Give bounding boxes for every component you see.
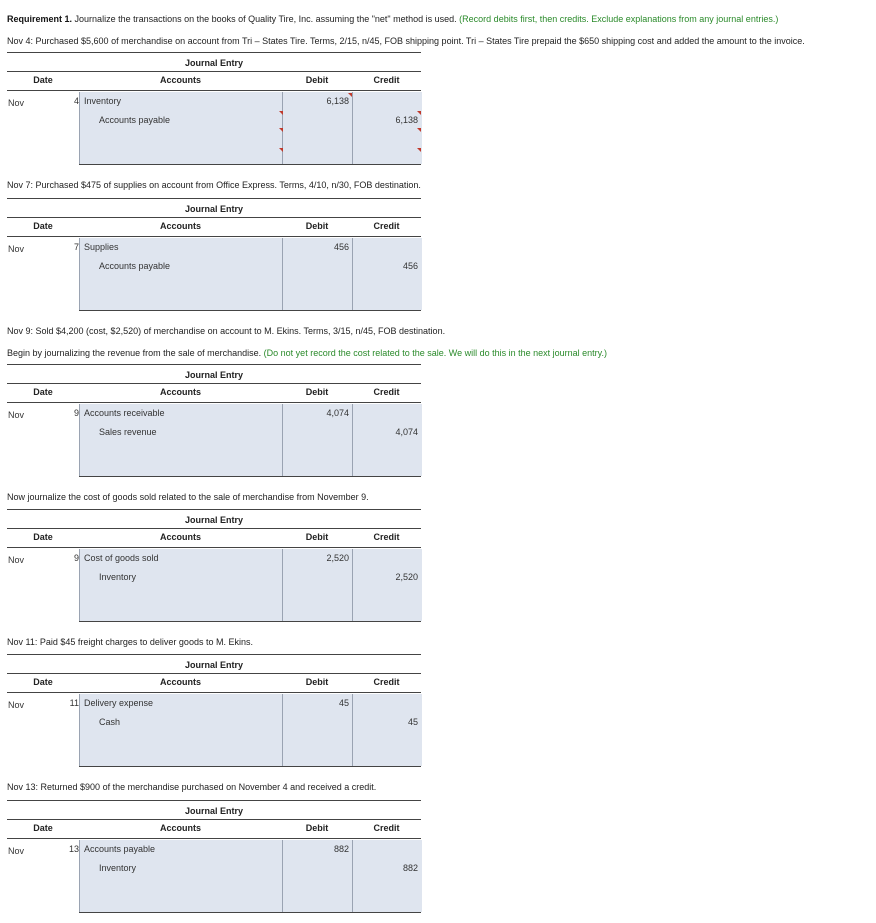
journal-entry-title: Journal Entry: [184, 58, 243, 68]
rule: [7, 509, 421, 510]
rule: [7, 547, 421, 548]
rule: [7, 838, 421, 839]
journal-entry-nov7: [7, 204, 421, 316]
header-debit: Debit: [305, 823, 329, 833]
rule: [7, 654, 421, 655]
journal-entry-title: Journal Entry: [184, 204, 243, 214]
error-flag-icon: [279, 148, 283, 152]
credit-amount[interactable]: 6,138: [395, 115, 418, 125]
header-credit: Credit: [373, 75, 400, 85]
entry-month: Nov: [8, 244, 25, 254]
header-date: Date: [33, 387, 53, 397]
credit-account[interactable]: Inventory: [99, 572, 137, 582]
error-flag-icon: [417, 111, 421, 115]
header-credit: Credit: [373, 823, 400, 833]
rule: [79, 310, 421, 311]
debit-amount[interactable]: 882: [333, 844, 349, 854]
prompt-nov11: Nov 11: Paid $45 freight charges to deliver goods to M. Ekins.: [7, 637, 253, 647]
prompt-nov9-begin-line: [7, 348, 607, 358]
journal-entry-nov11: [7, 660, 421, 772]
header-credit: Credit: [373, 532, 400, 542]
header-debit: Debit: [305, 677, 329, 687]
credit-cell[interactable]: [352, 840, 422, 912]
rule: [7, 71, 421, 72]
credit-amount[interactable]: 882: [402, 863, 418, 873]
credit-account[interactable]: Inventory: [99, 863, 137, 873]
journal-entry-title: Journal Entry: [184, 806, 243, 816]
entry-day[interactable]: 4: [73, 96, 79, 106]
prompt-nov4: Nov 4: Purchased $5,600 of merchandise on account from Tri – States Tire. Terms, 2/15, n/45, FOB shipping point. Tri – States Tire prepaid the $650 shipping cost and added the amount to the invoice.: [7, 36, 805, 46]
rule: [7, 528, 421, 529]
requirement-text: Journalize the transactions on the books of Quality Tire, Inc. assuming the "net" method is used.: [74, 14, 457, 24]
rule: [7, 692, 421, 693]
credit-account[interactable]: Sales revenue: [99, 427, 157, 437]
error-flag-icon: [348, 93, 352, 97]
header-accounts: Accounts: [159, 532, 201, 542]
entry-month: Nov: [8, 555, 25, 565]
error-flag-icon: [417, 128, 421, 132]
credit-cell[interactable]: [352, 694, 422, 766]
debit-amount[interactable]: 456: [333, 242, 349, 252]
prompt-nov9: Nov 9: Sold $4,200 (cost, $2,520) of merchandise on account to M. Ekins. Terms, 3/15, n/45, FOB destination.: [7, 326, 446, 336]
credit-amount[interactable]: 2,520: [395, 572, 418, 582]
rule: [7, 90, 421, 91]
header-debit: Debit: [305, 75, 329, 85]
debit-account[interactable]: Inventory: [84, 96, 122, 106]
header-debit: Debit: [305, 532, 329, 542]
entry-month: Nov: [8, 98, 25, 108]
requirement-instruction: (Record debits first, then credits. Exclude explanations from any journal entries.): [459, 14, 779, 24]
credit-amount[interactable]: 45: [407, 717, 418, 727]
journal-entry-title: Journal Entry: [184, 660, 243, 670]
rule: [7, 800, 421, 801]
error-flag-icon: [417, 148, 421, 152]
rule: [7, 236, 421, 237]
rule: [7, 52, 421, 53]
header-date: Date: [33, 677, 53, 687]
entry-day[interactable]: 9: [73, 553, 79, 563]
rule: [79, 766, 421, 767]
rule: [7, 383, 421, 384]
requirement-label: Requirement 1.: [7, 14, 73, 24]
requirement-line: [7, 14, 778, 24]
credit-amount[interactable]: 456: [402, 261, 418, 271]
error-flag-icon: [279, 111, 283, 115]
header-date: Date: [33, 221, 53, 231]
entry-month: Nov: [8, 846, 25, 856]
prompt-nov9-cogs: Now journalize the cost of goods sold related to the sale of merchandise from November 9.: [7, 492, 369, 502]
header-date: Date: [33, 532, 53, 542]
rule: [79, 621, 421, 622]
rule: [7, 198, 421, 199]
prompt-nov9-begin-note: (Do not yet record the cost related to the sale. We will do this in the next journal entry.): [263, 348, 608, 358]
header-credit: Credit: [373, 221, 400, 231]
rule: [79, 912, 421, 913]
header-accounts: Accounts: [159, 221, 201, 231]
rule: [79, 476, 421, 477]
rule: [79, 164, 421, 165]
header-debit: Debit: [305, 221, 329, 231]
header-accounts: Accounts: [159, 75, 201, 85]
debit-amount[interactable]: 2,520: [326, 553, 349, 563]
credit-amount[interactable]: 4,074: [395, 427, 418, 437]
header-credit: Credit: [373, 387, 400, 397]
header-accounts: Accounts: [159, 677, 201, 687]
debit-account[interactable]: Supplies: [84, 242, 119, 252]
credit-account[interactable]: Accounts payable: [99, 115, 171, 125]
debit-amount[interactable]: 6,138: [326, 96, 349, 106]
header-accounts: Accounts: [159, 823, 201, 833]
header-date: Date: [33, 823, 53, 833]
journal-entry-nov4: [7, 58, 421, 170]
rule: [7, 673, 421, 674]
header-accounts: Accounts: [159, 387, 201, 397]
credit-account[interactable]: Accounts payable: [99, 261, 171, 271]
journal-entry-title: Journal Entry: [184, 370, 243, 380]
entry-day[interactable]: 9: [73, 408, 79, 418]
debit-account[interactable]: Accounts receivable: [84, 408, 165, 418]
journal-entry-title: Journal Entry: [184, 515, 243, 525]
journal-entry-nov9-revenue: [7, 370, 421, 482]
debit-account[interactable]: Cost of goods sold: [84, 553, 159, 563]
error-flag-icon: [279, 128, 283, 132]
rule: [7, 402, 421, 403]
entry-day[interactable]: 13: [68, 844, 79, 854]
credit-cell[interactable]: [352, 238, 422, 310]
entry-month: Nov: [8, 700, 25, 710]
entry-day[interactable]: 11: [69, 698, 79, 708]
rule: [7, 364, 421, 365]
prompt-nov9-begin: Begin by journalizing the revenue from the sale of merchandise.: [7, 348, 262, 358]
debit-amount[interactable]: 45: [338, 698, 349, 708]
entry-day[interactable]: 7: [73, 242, 79, 252]
rule: [7, 217, 421, 218]
journal-entry-nov13: [7, 806, 421, 918]
credit-cell[interactable]: [352, 549, 422, 621]
credit-account[interactable]: Cash: [99, 717, 121, 727]
debit-account[interactable]: Accounts payable: [84, 844, 156, 854]
prompt-nov13: Nov 13: Returned $900 of the merchandise purchased on November 4 and received a credit.: [7, 782, 377, 792]
debit-account[interactable]: Delivery expense: [84, 698, 154, 708]
rule: [7, 819, 421, 820]
header-credit: Credit: [373, 677, 400, 687]
debit-amount[interactable]: 4,074: [326, 408, 349, 418]
header-debit: Debit: [305, 387, 329, 397]
header-date: Date: [33, 75, 53, 85]
prompt-nov7: Nov 7: Purchased $475 of supplies on account from Office Express. Terms, 4/10, n/30, FOB destination.: [7, 180, 421, 190]
credit-cell[interactable]: [352, 92, 422, 164]
credit-cell[interactable]: [352, 404, 422, 476]
journal-entry-nov9-cogs: [7, 515, 421, 627]
entry-month: Nov: [8, 410, 25, 420]
